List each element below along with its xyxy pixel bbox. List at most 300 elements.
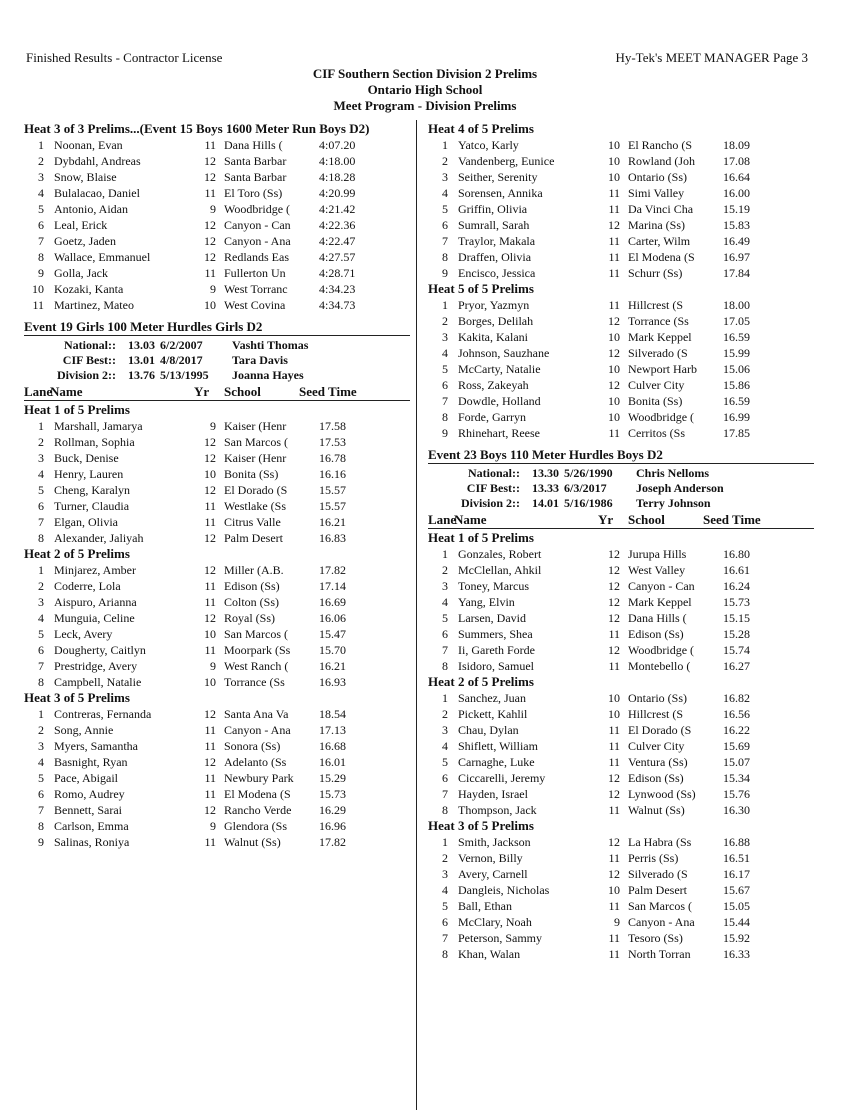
table-row [428,425,814,441]
table-row [428,610,814,626]
lane: 7 [442,643,448,657]
table-row [428,754,814,770]
table-row [428,866,814,882]
athlete-name: Hayden, Israel [458,787,528,801]
table-row [428,642,814,658]
lane: 3 [38,739,44,753]
lane: 8 [38,531,44,545]
seed-time: 16.93 [319,675,346,689]
athlete-name: Henry, Lauren [54,467,124,481]
lane: 4 [442,346,448,360]
athlete-name: Buck, Denise [54,451,119,465]
seed-time: 15.34 [723,771,750,785]
record-date: 6/3/2017 [564,481,607,495]
year: 11 [608,851,620,865]
year: 10 [608,410,620,424]
school: San Marcos ( [628,899,692,913]
table-row [24,802,410,818]
year: 11 [204,499,216,513]
seed-time: 15.19 [723,202,750,216]
seed-time: 16.59 [723,330,750,344]
lane: 8 [442,250,448,264]
lane: 4 [442,883,448,897]
school: Redlands Eas [224,250,289,264]
year: 11 [608,202,620,216]
school: El Modena (S [224,787,291,801]
lane: 2 [442,707,448,721]
athlete-name: Myers, Samantha [54,739,138,753]
lane: 6 [442,915,448,929]
athlete-name: Aispuro, Arianna [54,595,137,609]
school: Santa Barbar [224,170,287,184]
year: 10 [204,675,216,689]
table-row [24,786,410,802]
year: 10 [608,691,620,705]
athlete-name: Cheng, Karalyn [54,483,130,497]
athlete-name: Carlson, Emma [54,819,129,833]
year: 11 [204,643,216,657]
school: Edison (Ss) [628,627,684,641]
table-row [428,265,814,281]
school: Canyon - Can [224,218,291,232]
athlete-name: Rollman, Sophia [54,435,135,449]
lane: 4 [38,611,44,625]
table-row [428,722,814,738]
seed-time: 15.57 [319,483,346,497]
colhdr-yr: Yr [194,384,210,399]
year: 9 [210,659,216,673]
table-row [24,626,410,642]
athlete-name: Munguia, Celine [54,611,135,625]
lane: 8 [38,675,44,689]
athlete-name: Ciccarelli, Jeremy [458,771,546,785]
seed-time: 4:28.71 [319,266,356,280]
table-row [428,690,814,706]
athlete-name: Snow, Blaise [54,170,117,184]
school: Da Vinci Cha [628,202,694,216]
lane: 2 [442,154,448,168]
school: Dana Hills ( [224,138,283,152]
seed-time: 16.88 [723,835,750,849]
athlete-name: Ball, Ethan [458,899,512,913]
table-row [428,850,814,866]
school: Woodbridge ( [628,410,695,424]
lane: 8 [442,947,448,961]
seed-time: 4:18.28 [319,170,356,184]
lane: 4 [442,595,448,609]
table-row [428,329,814,345]
record-date: 5/26/1990 [564,466,613,480]
athlete-name: Vernon, Billy [458,851,523,865]
seed-time: 15.06 [723,362,750,376]
table-row [428,706,814,722]
lane: 2 [38,154,44,168]
year: 12 [608,835,620,849]
school: Miller (A.B. [224,563,284,577]
record-label: CIF Best:: [466,481,520,495]
school: Royal (Ss) [224,611,275,625]
heat-title: Heat 3 of 5 Prelims [428,818,534,833]
athlete-name: Dybdahl, Andreas [54,154,141,168]
year: 11 [608,627,620,641]
year: 12 [204,531,216,545]
table-row [24,514,410,530]
event-header-block [24,318,410,336]
lane: 4 [38,467,44,481]
record-label: Division 2:: [56,368,116,382]
table-row [428,914,814,930]
school: Silverado (S [628,346,688,360]
lane: 3 [442,867,448,881]
athlete-name: Carnaghe, Luke [458,755,535,769]
table-row [24,562,410,578]
year: 10 [608,170,620,184]
table-row [428,930,814,946]
school: El Rancho (S [628,138,692,152]
table-row [24,642,410,658]
seed-time: 15.92 [723,931,750,945]
athlete-name: Vandenberg, Eunice [458,154,555,168]
year: 11 [204,723,216,737]
lane: 5 [442,611,448,625]
record-date: 4/8/2017 [160,353,203,367]
record-label: Division 2:: [460,496,520,510]
table-row [24,249,410,265]
table-row [24,658,410,674]
seed-time: 15.83 [723,218,750,232]
lane: 10 [32,282,44,296]
year: 12 [204,451,216,465]
seed-time: 4:22.36 [319,218,356,232]
record-row [24,353,410,368]
table-row [24,530,410,546]
lane: 1 [442,138,448,152]
school: Glendora (Ss [224,819,287,833]
athlete-name: Pace, Abigail [54,771,118,785]
athlete-name: Ii, Gareth Forde [458,643,535,657]
seed-time: 15.28 [723,627,750,641]
seed-time: 16.69 [319,595,346,609]
lane: 8 [442,410,448,424]
year: 12 [204,218,216,232]
colhdr-lane: Lane [428,512,457,527]
year: 11 [608,723,620,737]
year: 12 [608,378,620,392]
table-row [428,137,814,153]
seed-time: 16.21 [319,659,346,673]
lane: 1 [38,419,44,433]
athlete-name: Campbell, Natalie [54,675,142,689]
seed-time: 16.61 [723,563,750,577]
venue-title: Ontario High School [367,82,483,97]
year: 11 [608,186,620,200]
school: Moorpark (Ss [224,643,291,657]
table-row [428,626,814,642]
seed-time: 15.99 [723,346,750,360]
athlete-name: Toney, Marcus [458,579,530,593]
record-date: 5/16/1986 [564,496,613,510]
seed-time: 15.07 [723,755,750,769]
record-holder: Tara Davis [232,353,288,367]
table-row [24,578,410,594]
year: 11 [608,266,620,280]
lane: 1 [38,563,44,577]
seed-time: 16.97 [723,250,750,264]
school: Lynwood (Ss) [628,787,696,801]
seed-time: 4:07.20 [319,138,356,152]
athlete-name: McClary, Noah [458,915,532,929]
seed-time: 16.99 [723,410,750,424]
table-row [24,233,410,249]
event-title: Event 23 Boys 110 Meter Hurdles Boys D2 [428,447,663,462]
table-row [428,898,814,914]
seed-time: 16.82 [723,691,750,705]
seed-time: 16.51 [723,851,750,865]
colhdr-seed: Seed Time [703,512,761,527]
seed-time: 15.67 [723,883,750,897]
lane: 3 [38,451,44,465]
year: 12 [204,611,216,625]
year: 11 [608,298,620,312]
school: Woodbridge ( [628,643,695,657]
seed-time: 15.74 [723,643,750,657]
colhdr-lane: Lane [24,384,53,399]
program-title: Meet Program - Division Prelims [333,98,517,113]
athlete-name: Smith, Jackson [458,835,531,849]
athlete-name: Johnson, Sauzhane [458,346,550,360]
year: 9 [210,819,216,833]
school: Bonita (Ss) [224,467,279,481]
school: West Valley [628,563,686,577]
heat-title: Heat 1 of 5 Prelims [24,402,130,417]
lane: 2 [38,435,44,449]
seed-time: 16.00 [723,186,750,200]
lane: 3 [442,330,448,344]
table-row [428,834,814,850]
athlete-name: Sanchez, Juan [458,691,526,705]
record-holder: Chris Nelloms [636,466,709,480]
lane: 6 [38,499,44,513]
school: Jurupa Hills [628,547,687,561]
seed-time: 16.78 [319,451,346,465]
athlete-name: Rhinehart, Reese [458,426,540,440]
athlete-name: Isidoro, Samuel [458,659,534,673]
year: 12 [204,170,216,184]
table-row [428,594,814,610]
lane: 5 [442,362,448,376]
athlete-name: Encisco, Jessica [458,266,536,280]
heat-title: Heat 5 of 5 Prelims [428,281,534,296]
record-label: National:: [468,466,520,480]
lane: 4 [38,186,44,200]
school: Sonora (Ss) [224,739,281,753]
athlete-name: McClellan, Ahkil [458,563,542,577]
year: 11 [204,186,216,200]
table-row [428,233,814,249]
athlete-name: Dangleis, Nicholas [458,883,550,897]
year: 12 [204,483,216,497]
athlete-name: Sumrall, Sarah [458,218,530,232]
table-row [24,265,410,281]
seed-time: 17.08 [723,154,750,168]
school: La Habra (Ss [628,835,692,849]
school: Walnut (Ss) [628,803,685,817]
table-row [428,770,814,786]
athlete-name: Salinas, Roniya [54,835,130,849]
lane: 11 [32,298,44,312]
year: 11 [608,234,620,248]
lane: 5 [38,202,44,216]
right-column [428,121,814,962]
record-time: 14.01 [532,496,559,510]
lane: 1 [442,547,448,561]
athlete-name: Minjarez, Amber [54,563,136,577]
athlete-name: Prestridge, Avery [54,659,138,673]
school: Kaiser (Henr [224,419,287,433]
lane: 3 [442,170,448,184]
seed-time: 16.21 [319,515,346,529]
athlete-name: Yang, Elvin [458,595,515,609]
table-row [24,610,410,626]
seed-time: 16.80 [723,547,750,561]
seed-time: 15.47 [319,627,346,641]
record-row [428,466,814,481]
column-headers [24,383,410,401]
meet-titles [0,66,850,114]
year: 12 [608,771,620,785]
lane: 6 [442,378,448,392]
lane: 4 [442,186,448,200]
seed-time: 16.27 [723,659,750,673]
seed-time: 15.70 [319,643,346,657]
table-row [428,201,814,217]
seed-time: 4:34.23 [319,282,356,296]
seed-time: 17.82 [319,835,346,849]
seed-time: 4:20.99 [319,186,356,200]
seed-time: 16.30 [723,803,750,817]
table-row [428,169,814,185]
school: El Modena (S [628,250,695,264]
school: Carter, Wilm [628,234,691,248]
school: West Torranc [224,282,288,296]
year: 11 [608,947,620,961]
seed-time: 16.17 [723,867,750,881]
school: El Dorado (S [224,483,288,497]
heat-title: Heat 4 of 5 Prelims [428,121,534,136]
athlete-name: Khan, Walan [458,947,521,961]
athlete-name: Summers, Shea [458,627,533,641]
table-row [24,498,410,514]
school: North Torran [628,947,691,961]
lane: 8 [38,819,44,833]
table-row [428,409,814,425]
table-row [428,185,814,201]
page-header [26,50,808,66]
school: Canyon - Can [628,579,695,593]
seed-time: 16.22 [723,723,750,737]
school: Fullerton Un [224,266,286,280]
year: 11 [204,579,216,593]
seed-time: 17.58 [319,419,346,433]
seed-time: 16.68 [319,739,346,753]
record-holder: Vashti Thomas [232,338,309,352]
lane: 2 [38,579,44,593]
record-time: 13.30 [532,466,559,480]
year: 11 [204,787,216,801]
school: Edison (Ss) [628,771,684,785]
school: Mark Keppel [628,330,692,344]
table-row [428,393,814,409]
year: 12 [204,234,216,248]
school: Bonita (Ss) [628,394,683,408]
lane: 7 [38,659,44,673]
seed-time: 18.09 [723,138,750,152]
year: 9 [614,915,620,929]
athlete-name: Seither, Serenity [458,170,538,184]
athlete-name: Shiflett, William [458,739,538,753]
seed-time: 17.82 [319,563,346,577]
athlete-name: Turner, Claudia [54,499,130,513]
year: 12 [204,563,216,577]
seed-time: 17.13 [319,723,346,737]
school: Marina (Ss) [628,218,685,232]
athlete-name: Ross, Zakeyah [458,378,529,392]
table-row [428,546,814,562]
lane: 6 [38,787,44,801]
year: 10 [608,154,620,168]
colhdr-seed: Seed Time [299,384,357,399]
table-row [428,786,814,802]
lane: 2 [442,851,448,865]
athlete-name: Larsen, David [458,611,526,625]
table-row [428,578,814,594]
year: 12 [608,346,620,360]
year: 11 [204,771,216,785]
table-row [428,153,814,169]
year: 12 [608,218,620,232]
seed-time: 15.86 [723,378,750,392]
year: 11 [204,515,216,529]
school: Culver City [628,739,685,753]
table-row [428,802,814,818]
record-date: 5/13/1995 [160,368,209,382]
school: Canyon - Ana [628,915,695,929]
record-row [24,368,410,383]
school: Simi Valley [628,186,685,200]
lane: 8 [38,250,44,264]
seed-time: 17.53 [319,435,346,449]
table-row [428,249,814,265]
year: 12 [608,611,620,625]
school: Hillcrest (S [628,298,683,312]
athlete-name: Goetz, Jaden [54,234,116,248]
lane: 3 [442,579,448,593]
seed-time: 16.33 [723,947,750,961]
report-type: Finished Results - Contractor License [26,50,223,65]
lane: 8 [442,803,448,817]
record-holder: Terry Johnson [636,496,711,510]
athlete-name: Peterson, Sammy [458,931,542,945]
year: 12 [608,643,620,657]
school: West Ranch ( [224,659,289,673]
table-row [24,594,410,610]
table-row [428,738,814,754]
school: Cerritos (Ss [628,426,685,440]
record-time: 13.03 [128,338,155,352]
table-row [24,137,410,153]
table-row [24,434,410,450]
table-row [24,217,410,233]
